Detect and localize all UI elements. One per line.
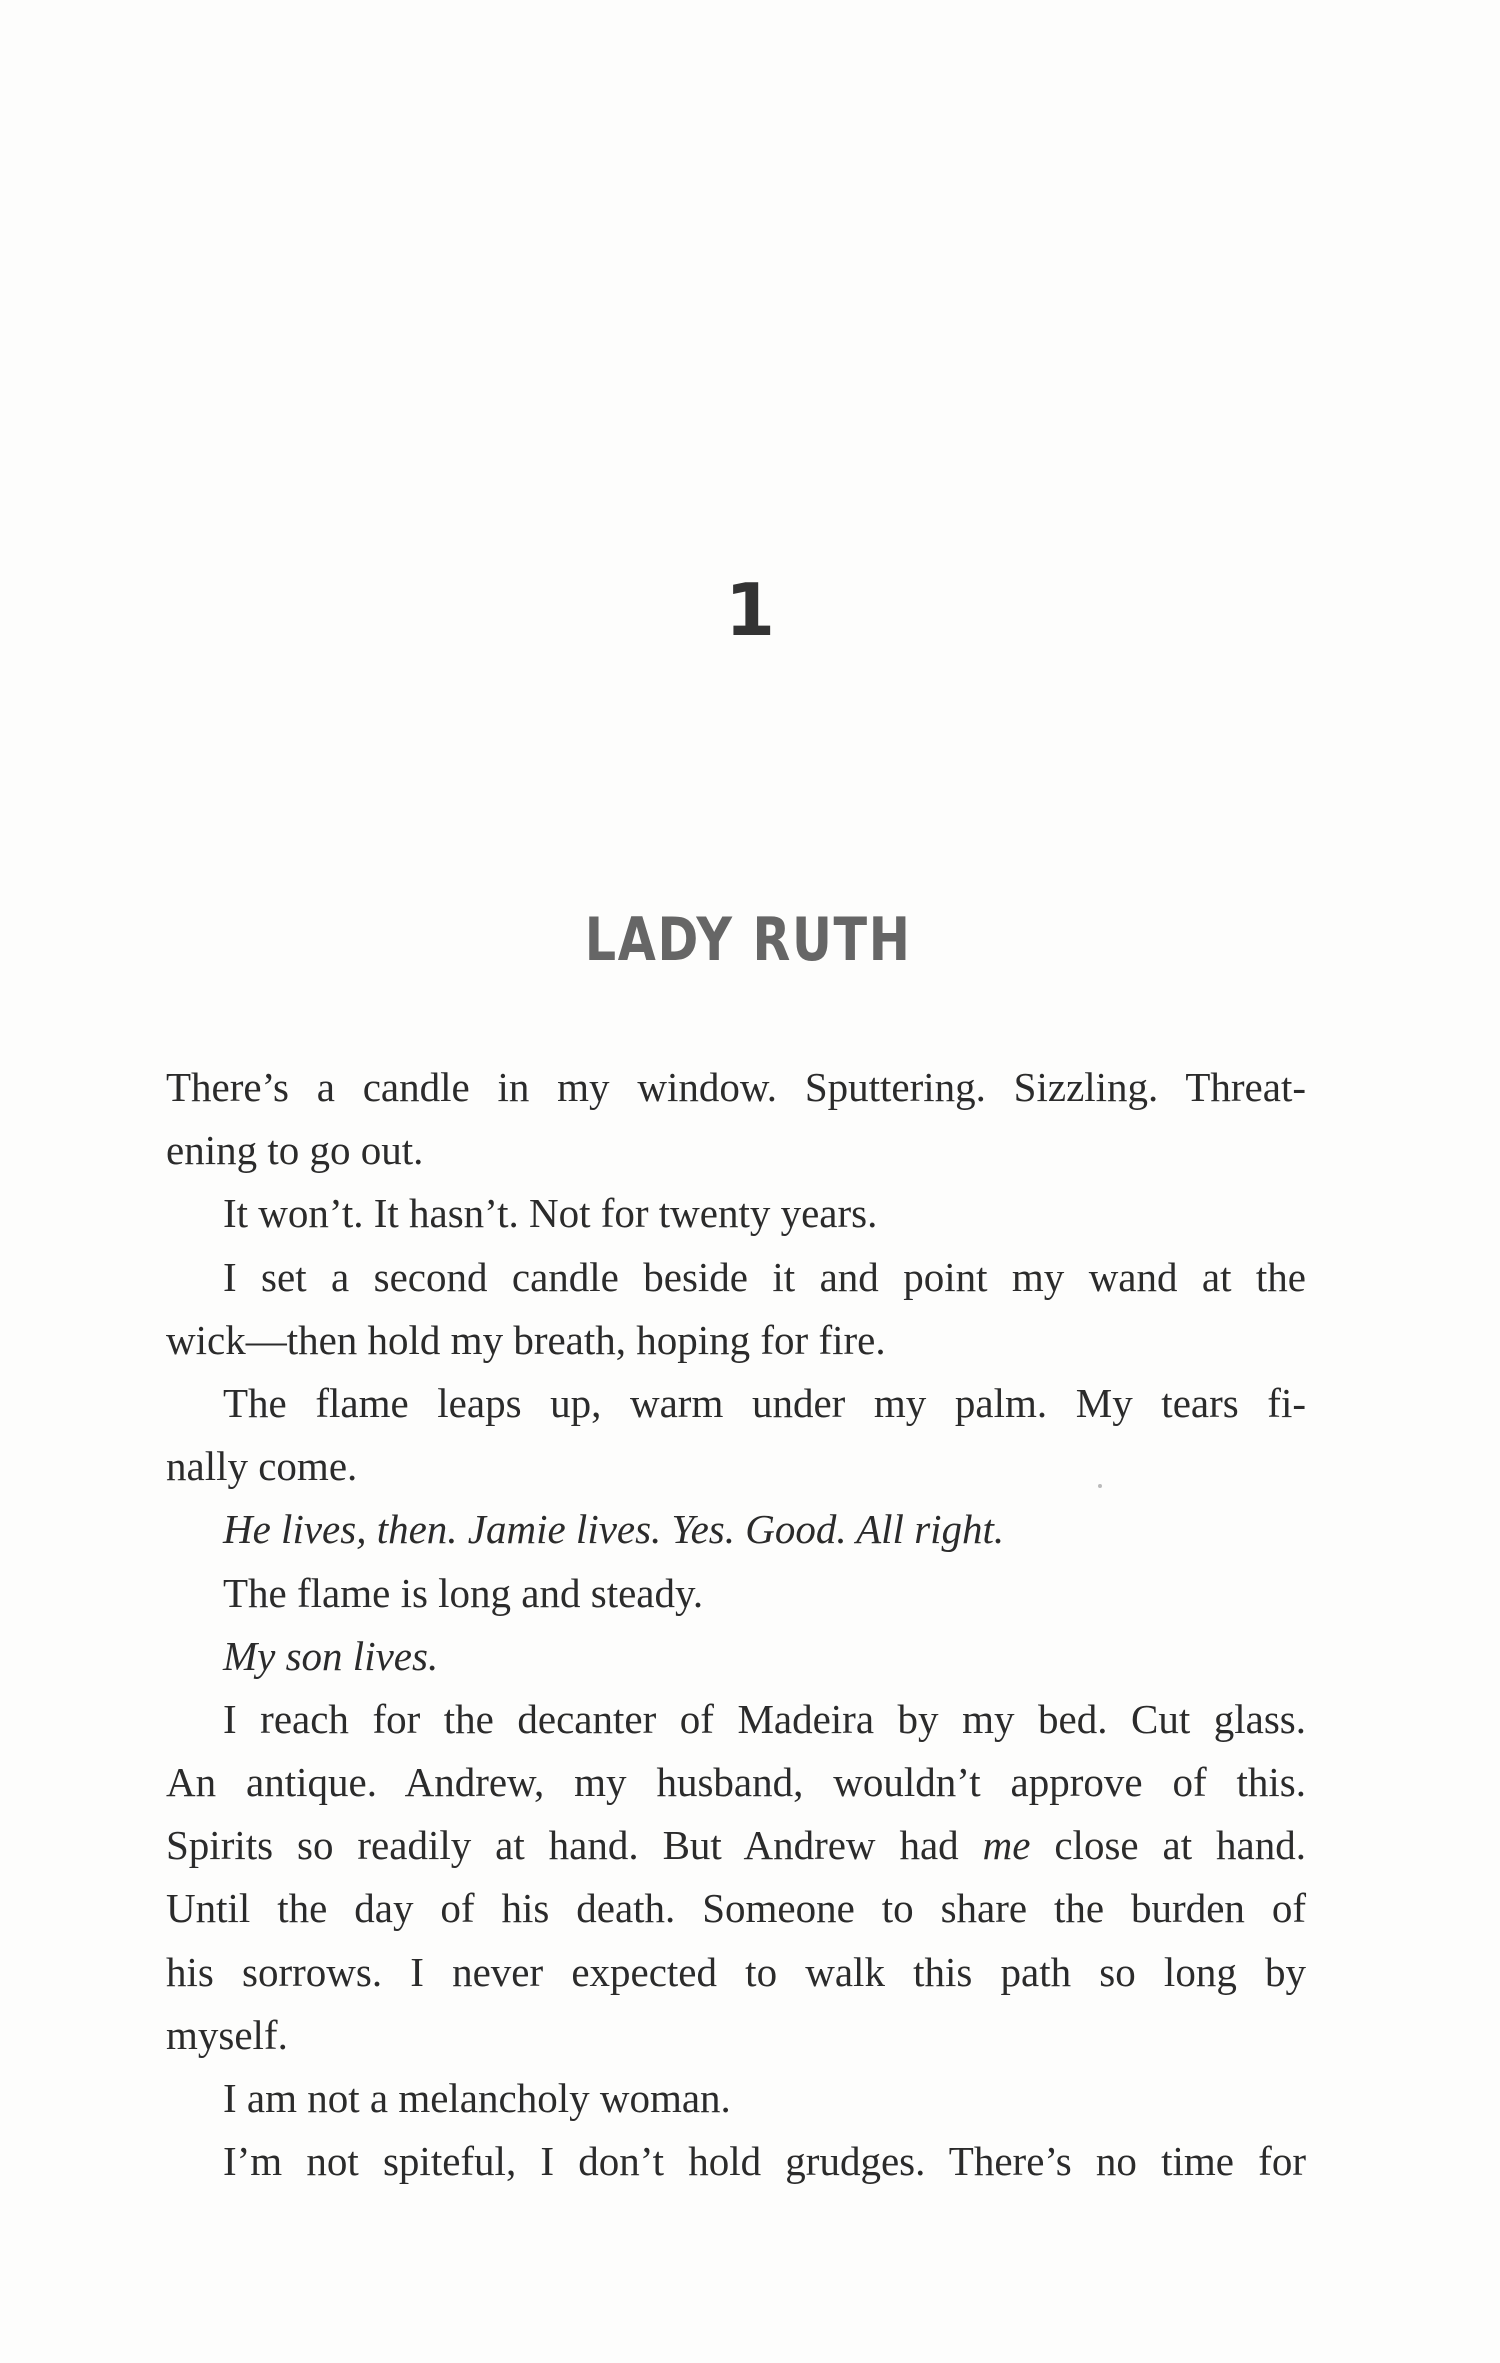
text-line: I’m not spiteful, I don’t hold grudges. There’s no time for [223,2138,1306,2185]
text-line: I am not a melancholy woman. [223,2075,731,2121]
text-segment: Spirits so readily at hand. But Andrew had [166,1822,983,1869]
text-line: The flame is long and steady. [223,1569,704,1616]
chapter-title: LADY RUTH [584,905,912,975]
text-line: The flame leaps up, warm under my palm. My tears fi- [223,1379,1306,1426]
text-line [166,1498,1306,1561]
text-segment: close at hand. [1030,1822,1306,1869]
text-line: wick—then hold my breath, hoping for fire. [166,1316,886,1363]
text-line: his sorrows. I never expected to walk this path so long by [166,1948,1306,1995]
text-line: It won’t. It hasn’t. Not for twenty years. [223,1190,878,1237]
chapter-body-text [166,1056,1306,2193]
italic-text: My son lives. [223,1632,439,1679]
italic-text: me [982,1822,1031,1869]
text-line: nally come. [166,1443,358,1490]
text-line [166,1625,1306,1688]
text-line: There’s a candle in my window. Sputtering. Sizzling. Threat- [166,1064,1306,1110]
text-line: I set a second candle beside it and point my wand at the [223,1253,1306,1300]
text-line: ening to go out. [166,1127,424,1174]
chapter-number: 1 [724,568,776,652]
text-line: I reach for the decanter of Madeira by my bed. Cut glass. [223,1695,1306,1742]
text-line [166,1814,1306,1877]
text-line: myself. [166,2011,288,2058]
italic-text: He lives, then. Jamie lives. Yes. Good. All right. [223,1506,1005,1553]
text-line: An antique. Andrew, my husband, wouldn’t approve of this. [166,1759,1306,1806]
paper-speck [1098,1484,1102,1488]
text-line: Until the day of his death. Someone to share the burden of [166,1885,1306,1932]
